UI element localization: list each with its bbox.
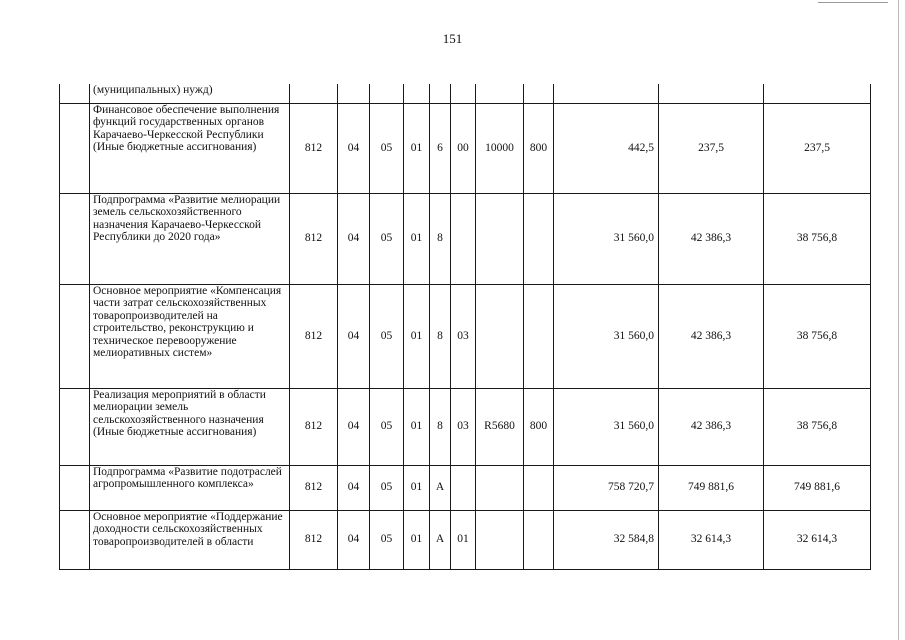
section-code-cell: [338, 84, 370, 103]
sum-year-3-cell: 38 756,8: [764, 284, 871, 388]
expense-type-cell: [524, 193, 554, 284]
program-code-cell: 01: [404, 284, 430, 388]
subprogram-code-cell: 6: [430, 103, 451, 193]
sum-year-2-cell: 32 614,3: [659, 510, 764, 569]
sum-year-2-cell: 42 386,3: [659, 388, 764, 465]
ministry-code-cell: 812: [290, 388, 338, 465]
subsection-code-cell: 05: [370, 103, 404, 193]
sum-year-3-cell: 38 756,8: [764, 193, 871, 284]
section-code-cell: 04: [338, 510, 370, 569]
sum-year-3-cell: 237,5: [764, 103, 871, 193]
ministry-code-cell: 812: [290, 510, 338, 569]
sum-year-2-cell: 749 881,6: [659, 465, 764, 510]
subprogram-code-cell: 8: [430, 284, 451, 388]
section-code-cell: 04: [338, 465, 370, 510]
sum-year-3-cell: 32 614,3: [764, 510, 871, 569]
subprogram-code-cell: 8: [430, 193, 451, 284]
ministry-code-cell: [290, 84, 338, 103]
item-name-cell: Подпрограмма «Развитие мелиорации земель сельскохозяйственного назначения Карачаево-Черкесской Республики до 2020 года»: [90, 193, 290, 284]
ministry-code-cell: 812: [290, 103, 338, 193]
row-number-cell: [60, 388, 90, 465]
subsection-code-cell: 05: [370, 388, 404, 465]
event-code-cell: 00: [451, 103, 476, 193]
event-code-cell: [451, 84, 476, 103]
table-row: [60, 284, 871, 388]
direction-code-cell: [476, 465, 524, 510]
sum-year-2-cell: 42 386,3: [659, 193, 764, 284]
program-code-cell: 01: [404, 193, 430, 284]
subprogram-code-cell: А: [430, 510, 451, 569]
expense-type-cell: [524, 84, 554, 103]
subprogram-code-cell: 8: [430, 388, 451, 465]
table-row: [60, 193, 871, 284]
ministry-code-cell: 812: [290, 465, 338, 510]
item-name-cell: Финансовое обеспечение выполнения функций государственных органов Карачаево-Черкесской Республики (Иные бюджетные ассигнования): [90, 103, 290, 193]
program-code-cell: 01: [404, 103, 430, 193]
row-number-cell: [60, 284, 90, 388]
sum-year-2-cell: [659, 84, 764, 103]
row-number-cell: [60, 84, 90, 103]
sum-year-1-cell: [554, 84, 659, 103]
table-row: [60, 103, 871, 193]
sum-year-2-cell: 237,5: [659, 103, 764, 193]
scan-edge-line: [898, 0, 899, 640]
section-code-cell: 04: [338, 284, 370, 388]
scan-edge-mark: [818, 2, 888, 3]
section-code-cell: 04: [338, 103, 370, 193]
row-number-cell: [60, 103, 90, 193]
event-code-cell: [451, 465, 476, 510]
expense-type-cell: [524, 465, 554, 510]
program-code-cell: 01: [404, 510, 430, 569]
item-name-cell: Основное мероприятие «Компенсация части затрат сельскохозяйственных товаропроизводителей на строительство, реконструкцию и техническое перевооружение мелиоративных систем»: [90, 284, 290, 388]
direction-code-cell: R5680: [476, 388, 524, 465]
event-code-cell: 03: [451, 284, 476, 388]
direction-code-cell: [476, 284, 524, 388]
event-code-cell: 03: [451, 388, 476, 465]
subsection-code-cell: [370, 84, 404, 103]
item-name-cell: Подпрограмма «Развитие подотраслей агропромышленного комплекса»: [90, 465, 290, 510]
sum-year-1-cell: 442,5: [554, 103, 659, 193]
ministry-code-cell: 812: [290, 284, 338, 388]
sum-year-1-cell: 31 560,0: [554, 193, 659, 284]
section-code-cell: 04: [338, 193, 370, 284]
program-code-cell: 01: [404, 465, 430, 510]
subsection-code-cell: 05: [370, 284, 404, 388]
event-code-cell: [451, 193, 476, 284]
sum-year-3-cell: [764, 84, 871, 103]
subprogram-code-cell: А: [430, 465, 451, 510]
sum-year-1-cell: 32 584,8: [554, 510, 659, 569]
subsection-code-cell: 05: [370, 465, 404, 510]
row-number-cell: [60, 193, 90, 284]
expense-type-cell: [524, 510, 554, 569]
program-code-cell: [404, 84, 430, 103]
sum-year-3-cell: 749 881,6: [764, 465, 871, 510]
section-code-cell: 04: [338, 388, 370, 465]
direction-code-cell: [476, 84, 524, 103]
event-code-cell: 01: [451, 510, 476, 569]
page-number: 151: [442, 31, 463, 46]
subsection-code-cell: 05: [370, 193, 404, 284]
item-name-cell: (муниципальных) нужд): [90, 84, 290, 103]
table-row: [60, 465, 871, 510]
sum-year-1-cell: 31 560,0: [554, 284, 659, 388]
ministry-code-cell: 812: [290, 193, 338, 284]
item-name-cell: Реализация мероприятий в области мелиорации земель сельскохозяйственного назначения (Иные бюджетные ассигнования): [90, 388, 290, 465]
sum-year-1-cell: 31 560,0: [554, 388, 659, 465]
expense-type-cell: 800: [524, 103, 554, 193]
table-row: [60, 388, 871, 465]
subprogram-code-cell: [430, 84, 451, 103]
budget-table: [59, 84, 871, 570]
row-number-cell: [60, 510, 90, 569]
direction-code-cell: 10000: [476, 103, 524, 193]
row-number-cell: [60, 465, 90, 510]
expense-type-cell: 800: [524, 388, 554, 465]
direction-code-cell: [476, 510, 524, 569]
table-row: [60, 510, 871, 569]
expense-type-cell: [524, 284, 554, 388]
item-name-cell: Основное мероприятие «Поддержание доходности сельскохозяйственных товаропроизводителей в области: [90, 510, 290, 569]
table-row: [60, 84, 871, 103]
sum-year-3-cell: 38 756,8: [764, 388, 871, 465]
sum-year-1-cell: 758 720,7: [554, 465, 659, 510]
program-code-cell: 01: [404, 388, 430, 465]
direction-code-cell: [476, 193, 524, 284]
subsection-code-cell: 05: [370, 510, 404, 569]
sum-year-2-cell: 42 386,3: [659, 284, 764, 388]
